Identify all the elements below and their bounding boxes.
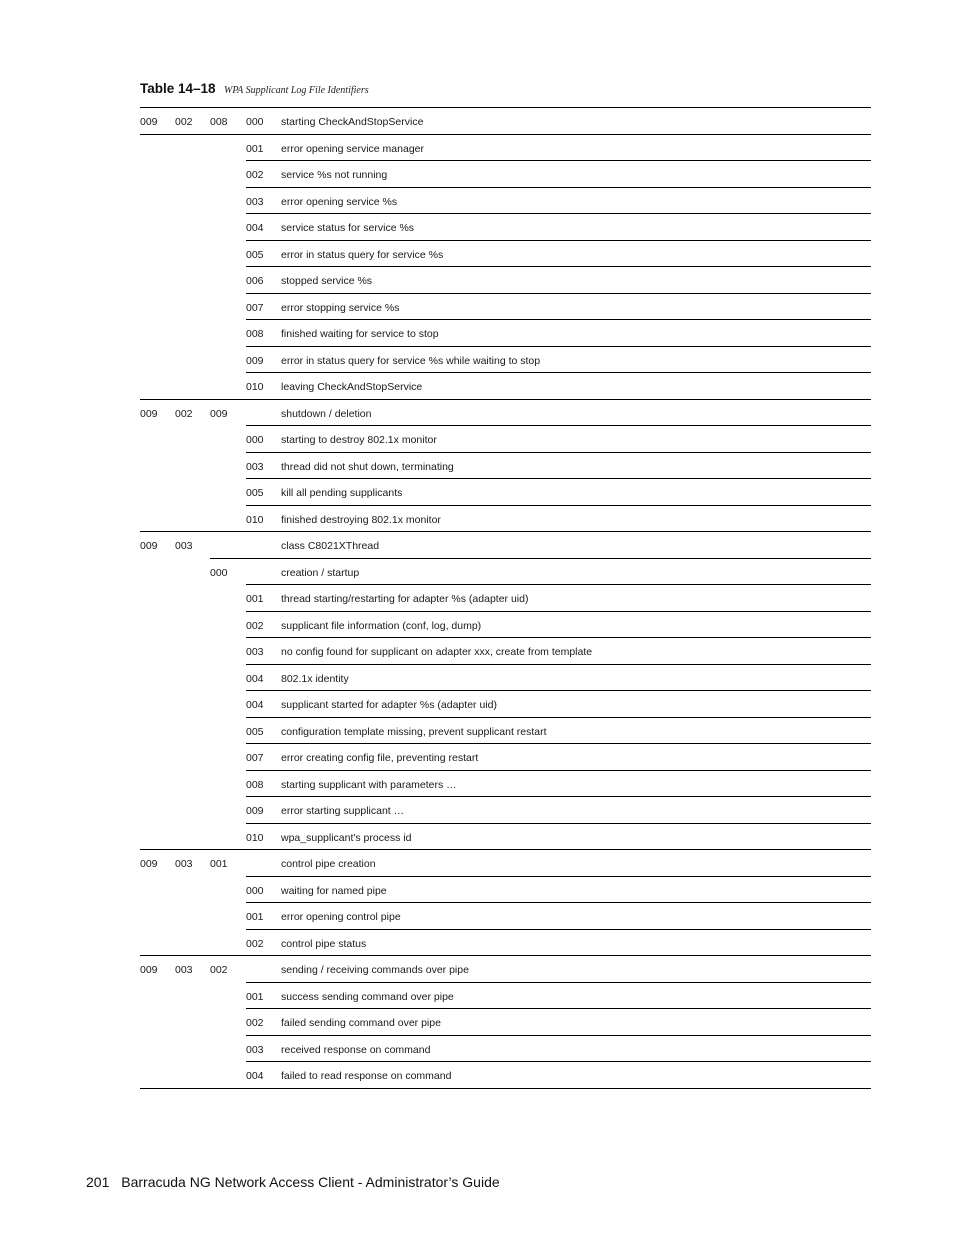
description-cell: service status for service %s: [281, 222, 415, 234]
id-col-4: 000: [246, 434, 264, 446]
description-cell: error creating config file, preventing restart: [281, 752, 479, 764]
id-col-4: 002: [246, 619, 264, 632]
table-row: [140, 161, 871, 188]
table-row: [140, 612, 871, 639]
description-cell: class C8021XThread: [281, 540, 380, 552]
table-row: [140, 559, 871, 586]
description-cell: supplicant file information (conf, log, dump): [281, 619, 482, 632]
table-row: [140, 850, 871, 877]
description-cell: wpa_supplicant's process id: [281, 831, 412, 844]
table-row: [140, 241, 871, 268]
id-col-4: 002: [246, 1017, 264, 1029]
table-row: [140, 771, 871, 798]
table-row: [140, 585, 871, 612]
description-cell: service %s not running: [281, 169, 388, 181]
table-row: [140, 718, 871, 745]
id-col-4: 003: [246, 1043, 264, 1056]
table-caption-title: WPA Supplicant Log File Identifiers: [224, 85, 369, 96]
id-col-4: 009: [246, 354, 264, 367]
id-col-2: 002: [175, 116, 193, 128]
table-row: [140, 1062, 871, 1089]
description-cell: error stopping service %s: [281, 301, 400, 314]
description-cell: received response on command: [281, 1043, 431, 1056]
id-col-1: 009: [140, 858, 158, 870]
page-number: 201: [86, 1174, 110, 1190]
id-col-4: 002: [246, 169, 264, 181]
table-row: [140, 665, 871, 692]
description-cell: failed sending command over pipe: [281, 1017, 441, 1029]
description-cell: creation / startup: [281, 566, 360, 579]
id-col-4: 004: [246, 672, 264, 685]
id-col-4: 003: [246, 195, 264, 208]
table-row: [140, 426, 871, 453]
description-cell: shutdown / deletion: [281, 407, 372, 420]
id-col-1: 009: [140, 964, 158, 976]
table-row: [140, 373, 871, 400]
id-col-4: 006: [246, 275, 264, 287]
table-row: [140, 930, 871, 957]
table-row: [140, 267, 871, 294]
table-row: [140, 638, 871, 665]
table-row: [140, 983, 871, 1010]
id-col-4: 003: [246, 646, 264, 658]
table-row: [140, 797, 871, 824]
id-col-3: 002: [210, 964, 228, 976]
id-col-4: 004: [246, 699, 264, 711]
id-col-1: 009: [140, 116, 158, 128]
id-col-4: 010: [246, 831, 264, 844]
id-col-4: 000: [246, 116, 264, 128]
id-col-4: 004: [246, 1070, 264, 1082]
table-row: [140, 320, 871, 347]
table-row: [140, 188, 871, 215]
description-cell: starting CheckAndStopService: [281, 116, 424, 128]
id-col-4: 003: [246, 460, 264, 473]
row-divider: [140, 1088, 871, 1089]
table-row: [140, 903, 871, 930]
description-cell: error opening service manager: [281, 142, 424, 155]
table-row: [140, 877, 871, 904]
description-cell: waiting for named pipe: [281, 884, 387, 897]
id-col-3: 008: [210, 116, 228, 128]
id-col-2: 003: [175, 858, 193, 870]
table-row: [140, 506, 871, 533]
description-cell: error in status query for service %s: [281, 248, 444, 261]
id-col-2: 003: [175, 540, 193, 552]
id-col-4: 004: [246, 222, 264, 234]
description-cell: failed to read response on command: [281, 1070, 452, 1082]
id-col-4: 008: [246, 328, 264, 340]
description-cell: error in status query for service %s while waiting to stop: [281, 354, 541, 367]
table-row: [140, 744, 871, 771]
id-col-4: 001: [246, 911, 264, 923]
description-cell: thread did not shut down, terminating: [281, 460, 454, 473]
table-row: [140, 214, 871, 241]
id-col-3: 000: [210, 566, 228, 579]
table-row: [140, 453, 871, 480]
table-row: [140, 400, 871, 427]
log-identifier-table: [140, 107, 871, 1089]
description-cell: finished waiting for service to stop: [281, 328, 439, 340]
id-col-4: 001: [246, 142, 264, 155]
description-cell: configuration template missing, prevent supplicant restart: [281, 725, 547, 738]
id-col-1: 009: [140, 540, 158, 552]
description-cell: success sending command over pipe: [281, 990, 454, 1003]
table-row: [140, 294, 871, 321]
page-footer: [86, 1174, 500, 1190]
description-cell: kill all pending supplicants: [281, 487, 403, 499]
table-row: [140, 956, 871, 983]
description-cell: leaving CheckAndStopService: [281, 381, 423, 393]
id-col-4: 009: [246, 805, 264, 817]
id-col-4: 000: [246, 884, 264, 897]
table-row: [140, 479, 871, 506]
description-cell: stopped service %s: [281, 275, 373, 287]
id-col-4: 010: [246, 513, 264, 526]
id-col-4: 008: [246, 778, 264, 791]
table-row: [140, 824, 871, 851]
id-col-4: 005: [246, 725, 264, 738]
description-cell: thread starting/restarting for adapter %s (adapter uid): [281, 593, 529, 605]
description-cell: 802.1x identity: [281, 672, 349, 685]
id-col-4: 005: [246, 248, 264, 261]
description-cell: control pipe creation: [281, 858, 376, 870]
id-col-4: 001: [246, 990, 264, 1003]
description-cell: sending / receiving commands over pipe: [281, 964, 469, 976]
description-cell: supplicant started for adapter %s (adapter uid): [281, 699, 497, 711]
table-caption-label: Table 14–18: [140, 81, 216, 96]
id-col-3: 009: [210, 407, 228, 420]
description-cell: error starting supplicant …: [281, 805, 405, 817]
id-col-4: 001: [246, 593, 264, 605]
description-cell: control pipe status: [281, 937, 367, 950]
table-caption: [140, 80, 369, 98]
description-cell: error opening control pipe: [281, 911, 401, 923]
description-cell: finished destroying 802.1x monitor: [281, 513, 441, 526]
id-col-2: 002: [175, 407, 193, 420]
table-row: [140, 108, 871, 135]
table-row: [140, 691, 871, 718]
id-col-2: 003: [175, 964, 193, 976]
id-col-3: 001: [210, 858, 228, 870]
table-row: [140, 135, 871, 162]
table-row: [140, 1036, 871, 1063]
description-cell: starting supplicant with parameters …: [281, 778, 457, 791]
id-col-4: 007: [246, 752, 264, 764]
id-col-4: 010: [246, 381, 264, 393]
id-col-4: 002: [246, 937, 264, 950]
description-cell: error opening service %s: [281, 195, 398, 208]
description-cell: no config found for supplicant on adapter xxx, create from template: [281, 646, 593, 658]
id-col-4: 007: [246, 301, 264, 314]
table-row: [140, 532, 871, 559]
document-title: Barracuda NG Network Access Client - Administrator’s Guide: [121, 1174, 500, 1190]
id-col-1: 009: [140, 407, 158, 420]
table-row: [140, 347, 871, 374]
description-cell: starting to destroy 802.1x monitor: [281, 434, 437, 446]
id-col-4: 005: [246, 487, 264, 499]
table-row: [140, 1009, 871, 1036]
